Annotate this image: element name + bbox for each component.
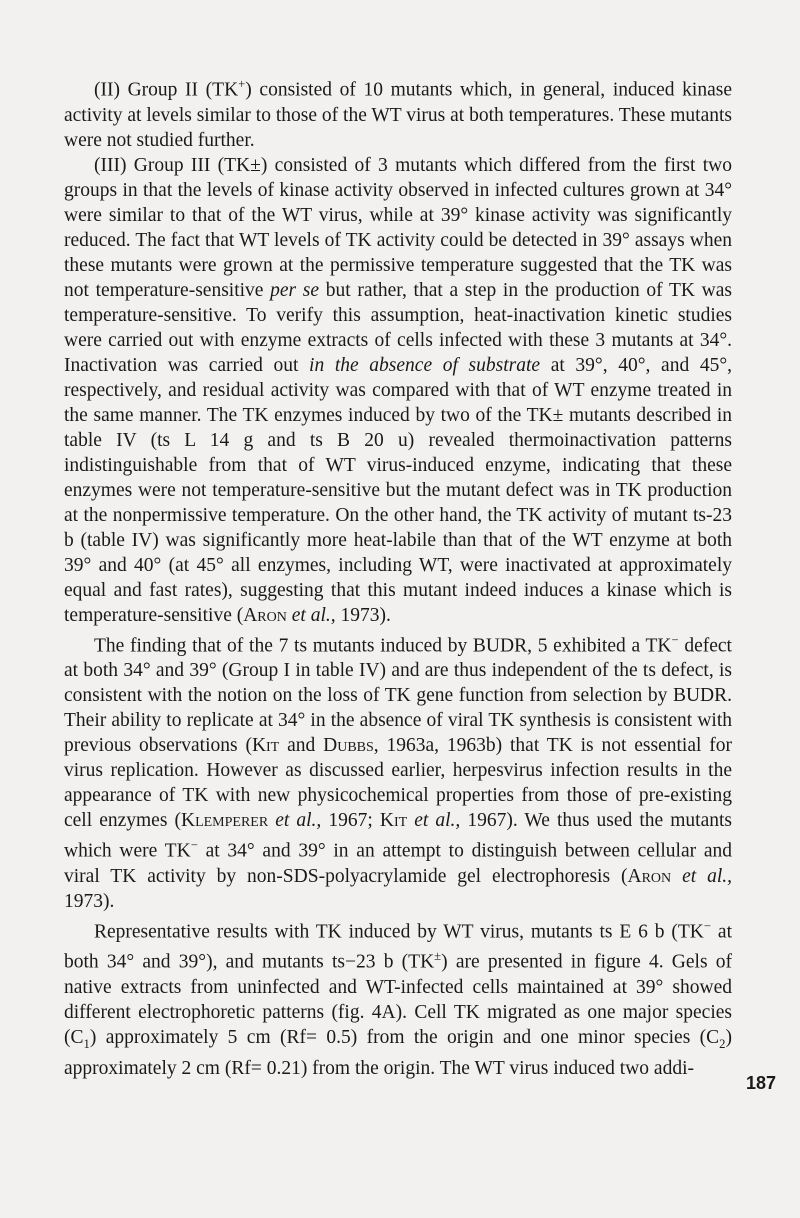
text-run: , 1963a, 1963b) that TK is not essential for virus replication. However as discussed earlier, herpesvirus infection results in the appearance of TK with new physicochemical properties from those of pre-existing cell enzymes ( [64, 735, 733, 831]
text-run: The finding that of the 7 ts mutants induced by BUDR, 5 exhibited a TK [94, 635, 672, 656]
italic-text: et al., [414, 810, 461, 831]
text-run: ) are presented in figure 4. Gels of native extracts from uninfected and WT-infected cells maintained at 39° showed different electrophoretic patterns (fig. 4A). Cell TK migrated as one major species (C [64, 951, 732, 1048]
text-run: and [279, 735, 324, 756]
text-run: at 34° and 39° in an attempt to distinguish between cellular and viral TK activity by non-SDS-polyacrylamide gel electrophoresis ( [64, 840, 733, 887]
text-run: but rather, that a step in the production of TK was temperature-sensitive. To verify this assumption, heat-inactivation kinetic studies were carried out with enzyme extracts of cells infected with these 3 mutants at 34°. Inactivation was carried out [64, 279, 732, 376]
author-name: Aron [627, 865, 672, 887]
text-run: ) approximately 5 cm (Rf= 0.5) from the origin and one minor species (C [89, 1026, 720, 1048]
superscript: − [671, 632, 679, 647]
paragraph-budr-findings [64, 628, 732, 914]
author-name: Klemperer [180, 810, 269, 831]
superscript: − [190, 838, 198, 852]
text-run: ) consisted of 10 mutants which, in general, induced kinase activity at levels similar to those of the WT virus at both temperatures. These mutants were not studied further. [64, 79, 732, 151]
subscript: 1 [83, 1036, 90, 1051]
body-text [64, 72, 732, 1081]
italic-text: in the absence of substrate [309, 354, 541, 376]
italic-text: per se [270, 279, 320, 301]
text-run: defect at both 34° and 39° (Group I in table IV) and are thus independent of the ts defect, is consistent with the notion on the loss of TK gene function from selection by BUDR. Their ability to replicate at 34° in the absence of viral TK synthesis is consistent with previous observations ( [64, 635, 732, 756]
italic-text: et al., [275, 810, 322, 831]
text-run: 1967). We thus used the mutants which were TK [64, 810, 732, 862]
superscript: + [238, 77, 246, 91]
paragraph-representative-results [64, 914, 732, 1082]
author-name: Kit [251, 735, 280, 756]
page-number: 187 [746, 1073, 777, 1093]
text-run: ) approximately 2 cm (Rf= 0.21) from the origin. The WT virus induced two addi- [64, 1026, 732, 1080]
paragraph-group-iii [64, 153, 732, 628]
text-run: Representative results with TK induced by WT virus, mutants ts E 6 b (TK [94, 921, 704, 942]
text-run [671, 866, 682, 887]
superscript: − [703, 918, 712, 933]
superscript: ± [434, 949, 442, 963]
author-name: Dubbs [323, 735, 374, 756]
text-run: (II) Group II (TK [94, 79, 239, 101]
italic-text: et al., [291, 604, 336, 626]
text-run: 1973). [64, 890, 115, 912]
text-run: 1967; [321, 810, 380, 831]
author-name: Kit [379, 810, 408, 831]
author-name: Aron [243, 604, 287, 626]
italic-text: et al., [682, 865, 732, 887]
text-run: 1973). [335, 604, 391, 626]
subscript: 2 [719, 1036, 726, 1051]
text-run: at 39°, 40°, and 45°, respectively, and residual activity was compared with that of WT enzyme treated in the same manner. The TK enzymes induced by two of the TK± mutants described in table IV (ts L 14 g and ts B 20 u) revealed thermoinactivation patterns indistinguishable from that of WT virus-induced enzyme, indicating that these enzymes were not temperature-sensitive but the mutant defect was in TK production at the nonpermissive temperature. On the other hand, the TK activity of mutant ts-23 b (table IV) was significantly more heat-labile than that of the WT enzyme at both 39° and 40° (at 45° all enzymes, including WT, were inactivated at approximately equal and fast rates), suggesting that this mutant indeed induces a kinase which is temperature-sensitive ( [64, 354, 733, 626]
text-run: (III) Group III (TK±) consisted of 3 mutants which differed from the first two groups in that the levels of kinase activity observed in infected cultures grown at 34° were similar to that of the WT virus, while at 39° kinase activity was significantly reduced. The fact that WT levels of TK activity could be detected in 39° assays when these mutants were grown at the permissive temperature suggested that the TK was not temperature-sensitive [64, 154, 732, 301]
paragraph-group-ii [64, 72, 732, 153]
text-run: at both 34° and 39°), and mutants ts−23 b (TK [64, 921, 732, 973]
